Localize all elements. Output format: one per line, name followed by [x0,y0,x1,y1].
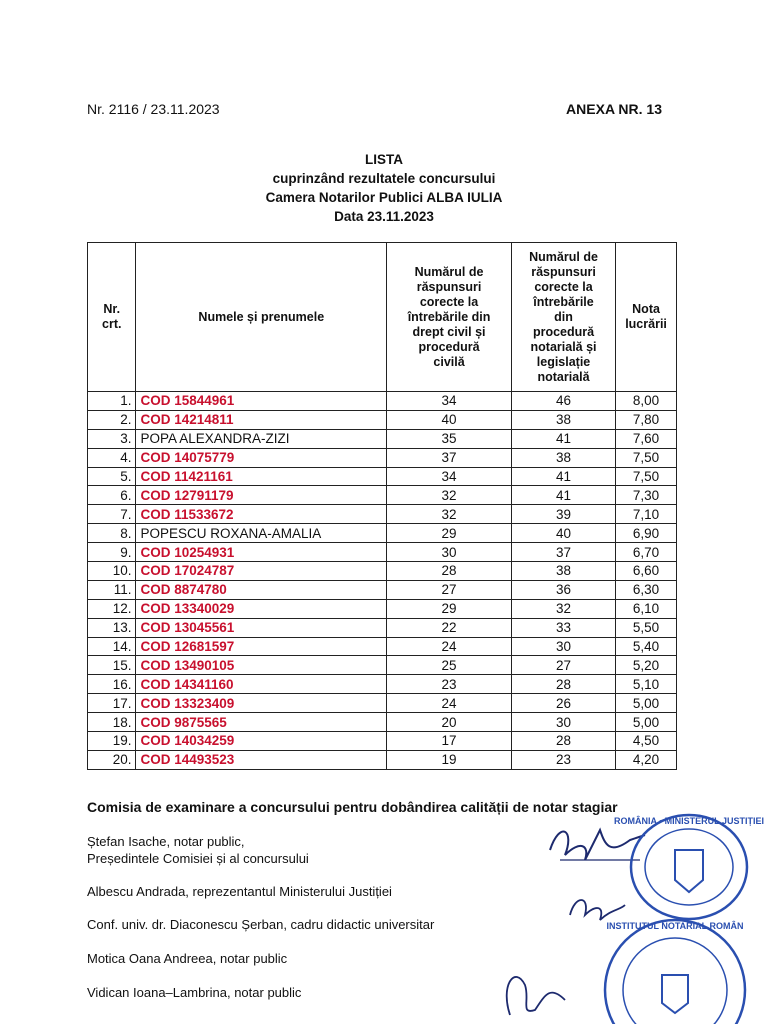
table-row [88,637,677,656]
row-civil-score: 20 [387,713,512,732]
row-notarial-score: 28 [511,675,615,694]
row-number: 17. [88,694,136,713]
row-name: COD 13490105 [136,656,387,675]
row-grade: 5,00 [616,713,677,732]
row-number: 20. [88,750,136,769]
member-ministry: Albescu Andrada, reprezentantul Ministerului Justiției [87,884,392,899]
row-notarial-score: 41 [511,486,615,505]
row-notarial-score: 39 [511,505,615,524]
row-notarial-score: 27 [511,656,615,675]
row-number: 3. [88,429,136,448]
row-grade: 6,60 [616,562,677,581]
row-grade: 5,50 [616,618,677,637]
row-grade: 5,00 [616,694,677,713]
table-row [88,429,677,448]
row-notarial-score: 41 [511,467,615,486]
table-header-row [88,243,677,392]
row-number: 6. [88,486,136,505]
row-civil-score: 32 [387,486,512,505]
member-notary-1: Motica Oana Andreea, notar public [87,951,288,966]
row-notarial-score: 41 [511,429,615,448]
row-number: 19. [88,732,136,751]
header-nr: Nr. crt. [88,243,136,392]
row-name: COD 13045561 [136,618,387,637]
row-name: POPESCU ROXANA-AMALIA [136,524,387,543]
row-name: COD 14214811 [136,410,387,429]
row-grade: 6,90 [616,524,677,543]
row-civil-score: 19 [387,750,512,769]
member-professor: Conf. univ. dr. Diaconescu Șerban, cadru didactic universitar [87,917,435,932]
row-name: COD 14493523 [136,750,387,769]
row-civil-score: 24 [387,694,512,713]
header-civil: Numărul de răspunsuri corecte la întrebările din drept civil și procedură civilă [387,243,512,392]
table-row [88,713,677,732]
row-grade: 7,50 [616,448,677,467]
row-grade: 8,00 [616,392,677,411]
row-grade: 6,70 [616,543,677,562]
row-notarial-score: 26 [511,694,615,713]
signature-notary [490,955,580,1024]
row-number: 11. [88,580,136,599]
table-row [88,750,677,769]
row-civil-score: 30 [387,543,512,562]
row-notarial-score: 38 [511,562,615,581]
table-row [88,732,677,751]
header-grade: Nota lucrării [616,243,677,392]
member-president: Ștefan Isache, notar public, Președintele Comisiei și al concursului [87,834,309,866]
row-grade: 6,30 [616,580,677,599]
row-number: 4. [88,448,136,467]
table-row [88,505,677,524]
header-notarial: Numărul de răspunsuri corecte la întrebările din procedură notarială și legislație notarială [511,243,615,392]
row-number: 5. [88,467,136,486]
table-row [88,675,677,694]
row-notarial-score: 40 [511,524,615,543]
row-number: 2. [88,410,136,429]
row-number: 7. [88,505,136,524]
row-grade: 5,10 [616,675,677,694]
table-row [88,410,677,429]
document-title [0,150,768,226]
row-grade: 5,40 [616,637,677,656]
row-civil-score: 22 [387,618,512,637]
institute-stamp-icon [600,915,750,1024]
institute-stamp-text: INSTITUTUL NOTARIAL ROMÂN [606,921,744,931]
table-row [88,543,677,562]
row-notarial-score: 33 [511,618,615,637]
table-row [88,656,677,675]
row-civil-score: 17 [387,732,512,751]
table-row [88,562,677,581]
row-number: 8. [88,524,136,543]
row-grade: 7,60 [616,429,677,448]
row-grade: 7,10 [616,505,677,524]
row-name: COD 11421161 [136,467,387,486]
row-grade: 7,30 [616,486,677,505]
annex-label: ANEXA NR. 13 [566,101,662,117]
row-civil-score: 28 [387,562,512,581]
row-number: 15. [88,656,136,675]
row-number: 16. [88,675,136,694]
row-notarial-score: 30 [511,637,615,656]
row-notarial-score: 32 [511,599,615,618]
row-name: POPA ALEXANDRA-ZIZI [136,429,387,448]
title-line-4: Data 23.11.2023 [334,209,434,224]
row-name: COD 17024787 [136,562,387,581]
table-row [88,467,677,486]
table-body [88,392,677,770]
row-name: COD 15844961 [136,392,387,411]
row-civil-score: 37 [387,448,512,467]
row-name: COD 13340029 [136,599,387,618]
row-name: COD 8874780 [136,580,387,599]
row-name: COD 9875565 [136,713,387,732]
row-civil-score: 40 [387,410,512,429]
title-line-3: Camera Notarilor Publici ALBA IULIA [265,190,503,205]
row-notarial-score: 46 [511,392,615,411]
table-row [88,599,677,618]
table-row [88,486,677,505]
row-civil-score: 23 [387,675,512,694]
header-name: Numele și prenumele [136,243,387,392]
row-civil-score: 27 [387,580,512,599]
row-name: COD 13323409 [136,694,387,713]
row-name: COD 14075779 [136,448,387,467]
table-row [88,392,677,411]
row-number: 9. [88,543,136,562]
row-name: COD 12681597 [136,637,387,656]
row-name: COD 10254931 [136,543,387,562]
row-civil-score: 32 [387,505,512,524]
row-civil-score: 34 [387,467,512,486]
row-grade: 5,20 [616,656,677,675]
table-row [88,448,677,467]
table-row [88,524,677,543]
row-civil-score: 34 [387,392,512,411]
row-number: 12. [88,599,136,618]
row-number: 13. [88,618,136,637]
row-civil-score: 29 [387,599,512,618]
ministry-stamp-text: ROMÂNIA · MINISTERUL JUSTIȚIEI [613,816,765,826]
row-grade: 7,50 [616,467,677,486]
row-notarial-score: 23 [511,750,615,769]
row-civil-score: 24 [387,637,512,656]
row-name: COD 12791179 [136,486,387,505]
row-notarial-score: 37 [511,543,615,562]
row-civil-score: 29 [387,524,512,543]
row-notarial-score: 36 [511,580,615,599]
table-row [88,618,677,637]
row-number: 14. [88,637,136,656]
row-number: 1. [88,392,136,411]
document-reference: Nr. 2116 / 23.11.2023 [87,101,220,117]
row-grade: 7,80 [616,410,677,429]
ministry-stamp-icon [613,810,765,925]
row-name: COD 14341160 [136,675,387,694]
row-grade: 4,50 [616,732,677,751]
member-notary-2: Vidican Ioana–Lambrina, notar public [87,985,302,1000]
title-line-2: cuprinzând rezultatele concursului [272,171,496,186]
table-row [88,694,677,713]
results-table [87,242,677,770]
row-number: 18. [88,713,136,732]
row-name: COD 11533672 [136,505,387,524]
row-grade: 6,10 [616,599,677,618]
commission-title: Comisia de examinare a concursului pentru dobândirea calității de notar stagiar [87,799,618,815]
row-civil-score: 35 [387,429,512,448]
row-civil-score: 25 [387,656,512,675]
table-row [88,580,677,599]
row-name: COD 14034259 [136,732,387,751]
row-notarial-score: 38 [511,410,615,429]
row-notarial-score: 30 [511,713,615,732]
row-grade: 4,20 [616,750,677,769]
row-notarial-score: 38 [511,448,615,467]
row-number: 10. [88,562,136,581]
title-line-1: LISTA [365,152,403,167]
row-notarial-score: 28 [511,732,615,751]
